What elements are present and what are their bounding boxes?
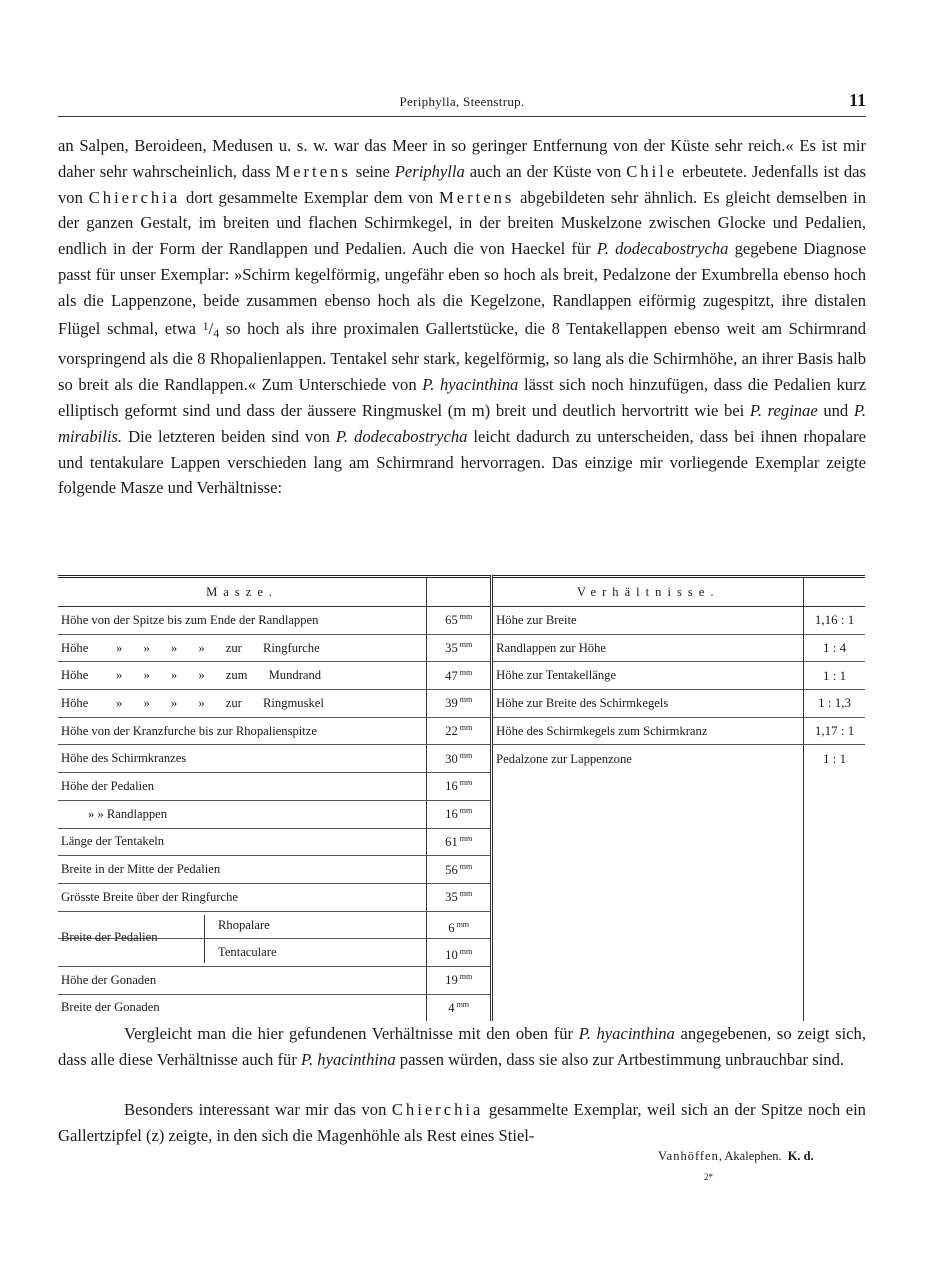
place-name: Chile (626, 161, 678, 181)
page-number: 11 (848, 90, 866, 110)
table-row: » » Randlappen 16 $^{mm}$ (58, 800, 865, 828)
table-row: Höhe » » » » zur Ringmuskel 39 $^{mm}$ Höhe zur Breite des Schirmkegels 1 : 1,3 (58, 690, 865, 718)
taxon-name: P. hyacinthina (422, 375, 519, 395)
paragraph-specimen: Besonders interessant war mir das von Chierchia gesammelte Exemplar, weil sich an der Spitze noch ein Gallertzipfel (z) zeigte, in den sich die Magenhöhle als Rest eines Stiel- (58, 1100, 866, 1145)
taxon-name: P. dodecabostrycha (335, 426, 468, 446)
table-row: Höhe von der Spitze bis zum Ende der Randlappen 65 $^{mm}$ Höhe zur Breite 1,16 : 1 (58, 607, 865, 635)
table-row: Höhe » » » » zum Mundrand 47 $^{mm}$ Höhe zur Tentakellänge 1 : 1 (58, 662, 865, 690)
paragraph-intro: an Salpen, Beroideen, Medusen u. s. w. war das Meer in so geringer Entfernung von der Küste sehr reich.« Es ist mir daher sehr wahrscheinlich, dass Mertens seine Periphylla auch an der Küste von Chile erbeutete. Jedenfalls ist das von Chierchia dort gesammelte Exemplar dem von Mertens abgebildeten sehr ähnlich. Es gleicht demselben in der ganzen Gestalt, im breiten und flachen Schirmkegel, in der breiten Muskelzone zwischen Glocke und Pedalien, endlich in der Form der Randlappen und Pedalien. Auch die von Haeckel für P. dodecabostrycha gegebene Diagnose passt für unser Exemplar: »Schirm kegelförmig, ungefähr eben so hoch als breit, Pedalzone der Exumbrella ebenso hoch als die Lappenzone, beide zusammen ebenso hoch als die Kegelzone, Randlappen eiförmig zugespitzt, ihre distalen Flügel schmal, etwa $^1$/4 so hoch als ihre proximalen Gallertstücke, die 8 Tentakellappen ebenso weit am Schirmrand vorspringend als die 8 Rhopalienlappen. Tentakel sehr stark, kegelförmig, so lang als die Schirmhöhe, an ihrer Basis halb so breit als die Randlappen.« Zum Unterschiede von P. hyacinthina lässt sich noch hinzufügen, dass die Pedalien kurz elliptisch geformt sind und dass der äussere Ringmuskel (m m) breit und deutlich hervortritt wie bei P. reginae und P. mirabilis. Die letzteren beiden sind von P. dodecabostrycha leicht dadurch zu unterscheiden, dass bei ihnen rhopalare und tentakulare Lappen verschieden lang am Schirmrand hervorragen. Das einzige mir vorliegende Exemplar zeigte folgende Masze und Verhältnisse: (58, 136, 867, 498)
table-row: Höhe des Schirmkranzes 30 $^{mm}$ Pedalzone zur Lappenzone 1 : 1 (58, 745, 865, 773)
table-row: Länge der Tentakeln 61 $^{mm}$ (58, 828, 865, 856)
collector-name: Chierchia (88, 187, 181, 207)
table-row: Höhe der Gonaden 19 $^{mm}$ (58, 966, 865, 994)
taxon-name: P. hyacinthina (578, 1024, 675, 1043)
collector-name: Chierchia (391, 1100, 484, 1119)
page-header (58, 92, 866, 117)
taxon-name: P. hyacinthina (301, 1049, 396, 1069)
taxon-name: P. reginae (749, 400, 818, 420)
author-name: Mertens (275, 161, 351, 181)
table-row: Höhe » » » » zur Ringfurche 35 $^{mm}$ Randlappen zur Höhe 1 : 4 (58, 634, 865, 662)
sheet-mark: 2* (704, 1172, 713, 1182)
taxon-name: Periphylla (394, 161, 465, 181)
table-row: Breite der Pedalien Rhopalare Tentaculare 6 $^{mm}$ 10 $^{mm}$ (58, 911, 865, 966)
taxon-name: P. mirabilis. (58, 400, 867, 446)
header-verhaeltnisse: Verhältnisse. (492, 577, 804, 607)
brace-group: Breite der Pedalien Rhopalare Tentaculare (58, 911, 427, 966)
table-row: Grösste Breite über der Ringfurche 35 $^{mm}$ (58, 883, 865, 911)
table-row: Breite in der Mitte der Pedalien 56 $^{mm}$ (58, 856, 865, 884)
measurements-table (58, 575, 865, 1021)
taxon-name: P. dodecabostrycha (596, 239, 729, 259)
signature-line: Vanhöffen, Akalephen. K. d. (658, 1149, 814, 1163)
fraction-numerator: 1 (202, 318, 209, 333)
author-name: Mertens (438, 187, 515, 207)
paragraph-comparison: Vergleicht man die hier gefundenen Verhältnisse mit den oben für P. hyacinthina angegebenen, so zeigt sich, dass alle diese Verhältnisse auch für P. hyacinthina passen würden, dass sie also zur Artbestimmung unbrauchbar sind. (58, 1024, 866, 1069)
header-masze: Masze. (58, 577, 427, 607)
fraction-denominator: 4 (213, 325, 220, 340)
running-title: Periphylla, Steenstrup. (399, 94, 525, 109)
table-row: Breite der Gonaden 4 $^{mm}$ (58, 994, 865, 1021)
table-row: Höhe der Pedalien 16 $^{mm}$ (58, 773, 865, 801)
table-row: Höhe von der Kranzfurche bis zur Rhopalienspitze 22 $^{mm}$ Höhe des Schirmkegels zum Schirmkranz 1,17 : 1 (58, 717, 865, 745)
